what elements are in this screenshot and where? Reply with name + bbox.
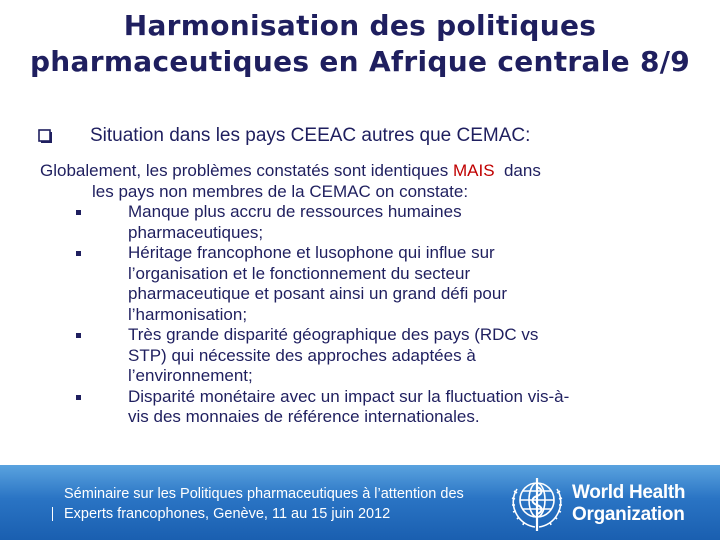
bullet-list (40, 202, 704, 428)
list-item (40, 243, 704, 325)
list-item-line: Héritage francophone et lusophone qui influe sur (128, 243, 495, 262)
list-item-line: pharmaceutique et posant ainsi un grand défi pour (128, 284, 507, 303)
who-logo-text (572, 482, 685, 526)
footer-divider (52, 507, 53, 521)
list-item-line: Manque plus accru de ressources humaines (128, 202, 462, 221)
footer-bar (0, 465, 720, 540)
list-item-line: l’environnement; (128, 366, 253, 385)
intro-text-end: dans (494, 161, 541, 180)
subheading-text: Situation dans les pays CEEAC autres que CEMAC: (90, 125, 531, 146)
list-item (40, 325, 704, 387)
who-emblem-icon (508, 473, 566, 535)
subheading (38, 122, 708, 150)
footer-line-1: Séminaire sur les Politiques pharmaceutiques à l’attention des (64, 486, 464, 502)
footer-caption (64, 484, 464, 524)
square-bullet-icon (76, 333, 81, 338)
list-item-line: Très grande disparité géographique des pays (RDC vs (128, 325, 539, 344)
intro-line-1 (40, 161, 704, 182)
slide-title (0, 8, 720, 80)
list-item (40, 202, 704, 243)
square-bullet-icon (76, 251, 81, 256)
list-item-line: pharmaceutiques; (128, 222, 264, 242)
slide-body (40, 161, 704, 428)
list-item-line: vis des monnaies de référence internationales. (128, 407, 480, 426)
hollow-square-bullet-icon (38, 129, 53, 144)
list-item-line: l’organisation et le fonctionnement du secteur (128, 263, 471, 283)
org-name-line-2: Organization (572, 504, 685, 525)
footer-line-2: Experts francophones, Genève, 11 au 15 juin 2012 (64, 506, 391, 522)
intro-paragraph (40, 161, 704, 202)
list-item-line: STP) qui nécessite des approches adaptées à (128, 345, 476, 365)
list-item (40, 387, 704, 428)
org-name-line-1: World Health (572, 482, 686, 503)
square-bullet-icon (76, 395, 81, 400)
list-item-line: Disparité monétaire avec un impact sur la fluctuation vis-à- (128, 386, 570, 406)
square-bullet-icon (76, 210, 81, 215)
intro-emphasis: MAIS (452, 161, 495, 180)
intro-text-start: Globalement, les problèmes constatés sont identiques (40, 161, 453, 180)
title-line-1: Harmonisation des politiques (123, 9, 597, 42)
title-line-2: pharmaceutiques en Afrique centrale 8/9 (29, 45, 691, 78)
intro-line-2: les pays non membres de la CEMAC on constate: (92, 181, 469, 201)
list-item-line: l’harmonisation; (128, 304, 248, 324)
